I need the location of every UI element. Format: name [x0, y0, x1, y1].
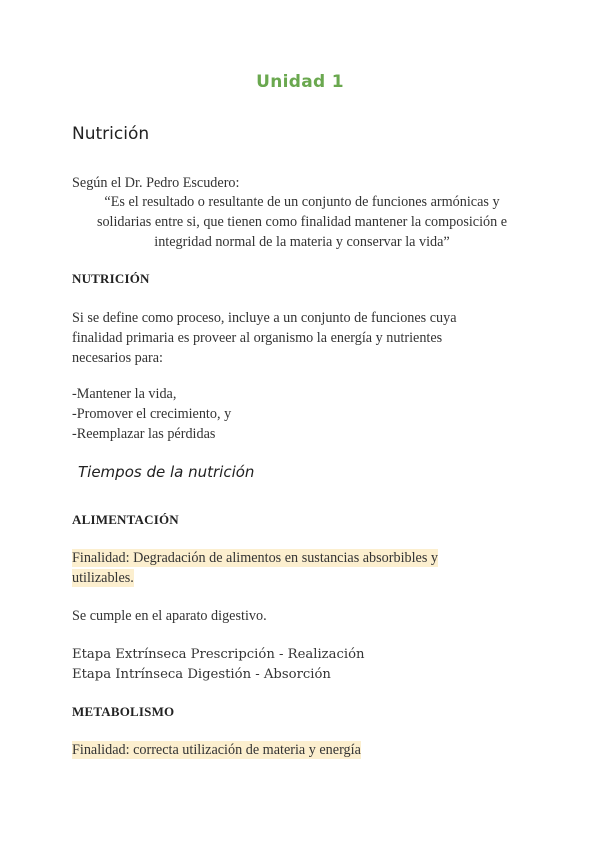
paragraph-line: finalidad primaria es proveer al organismo la energía y nutrientes — [72, 330, 443, 346]
heading-metabolismo: METABOLISMO — [72, 704, 175, 719]
highlighted-line: Finalidad: correcta utilización de materia y energía — [72, 742, 361, 758]
paragraph-line: necesarios para: — [72, 350, 163, 366]
highlighted-line: utilizables. — [72, 570, 134, 586]
heading-alimentacion: ALIMENTACIÓN — [72, 512, 179, 527]
alimentacion-cumple: Se cumple en el aparato digestivo. — [72, 608, 267, 624]
intro-text: Según el Dr. Pedro Escudero: — [72, 175, 240, 191]
list-item: -Promover el crecimiento, y — [72, 406, 232, 422]
list-item: -Reemplazar las pérdidas — [72, 426, 216, 442]
definition-paragraph — [72, 308, 512, 368]
etapa-line: Etapa Extrínseca Prescripción - Realización — [72, 647, 365, 662]
section-title: Nutrición — [72, 124, 150, 144]
subtitle-tiempos: Tiempos de la nutrición — [78, 463, 255, 481]
quote-line: integridad normal de la materia y conservar la vida” — [154, 234, 450, 250]
etapas-block — [72, 645, 365, 685]
paragraph-line: Si se define como proceso, incluye a un conjunto de funciones cuya — [72, 310, 457, 326]
etapa-line: Etapa Intrínseca Digestión - Absorción — [72, 667, 331, 682]
purpose-list — [72, 384, 231, 444]
unit-title: Unidad 1 — [256, 72, 344, 92]
metabolismo-finalidad — [72, 740, 361, 760]
list-item: -Mantener la vida, — [72, 386, 177, 402]
heading-nutricion: NUTRICIÓN — [72, 271, 150, 286]
highlighted-line: Finalidad: Degradación de alimentos en sustancias absorbibles y — [72, 550, 439, 566]
quote-line: “Es el resultado o resultante de un conjunto de funciones armónicas y — [104, 194, 500, 210]
alimentacion-finalidad — [72, 548, 492, 588]
quote-line: solidarias entre si, que tienen como finalidad mantener la composición e — [96, 214, 508, 230]
quote-block — [72, 192, 532, 252]
